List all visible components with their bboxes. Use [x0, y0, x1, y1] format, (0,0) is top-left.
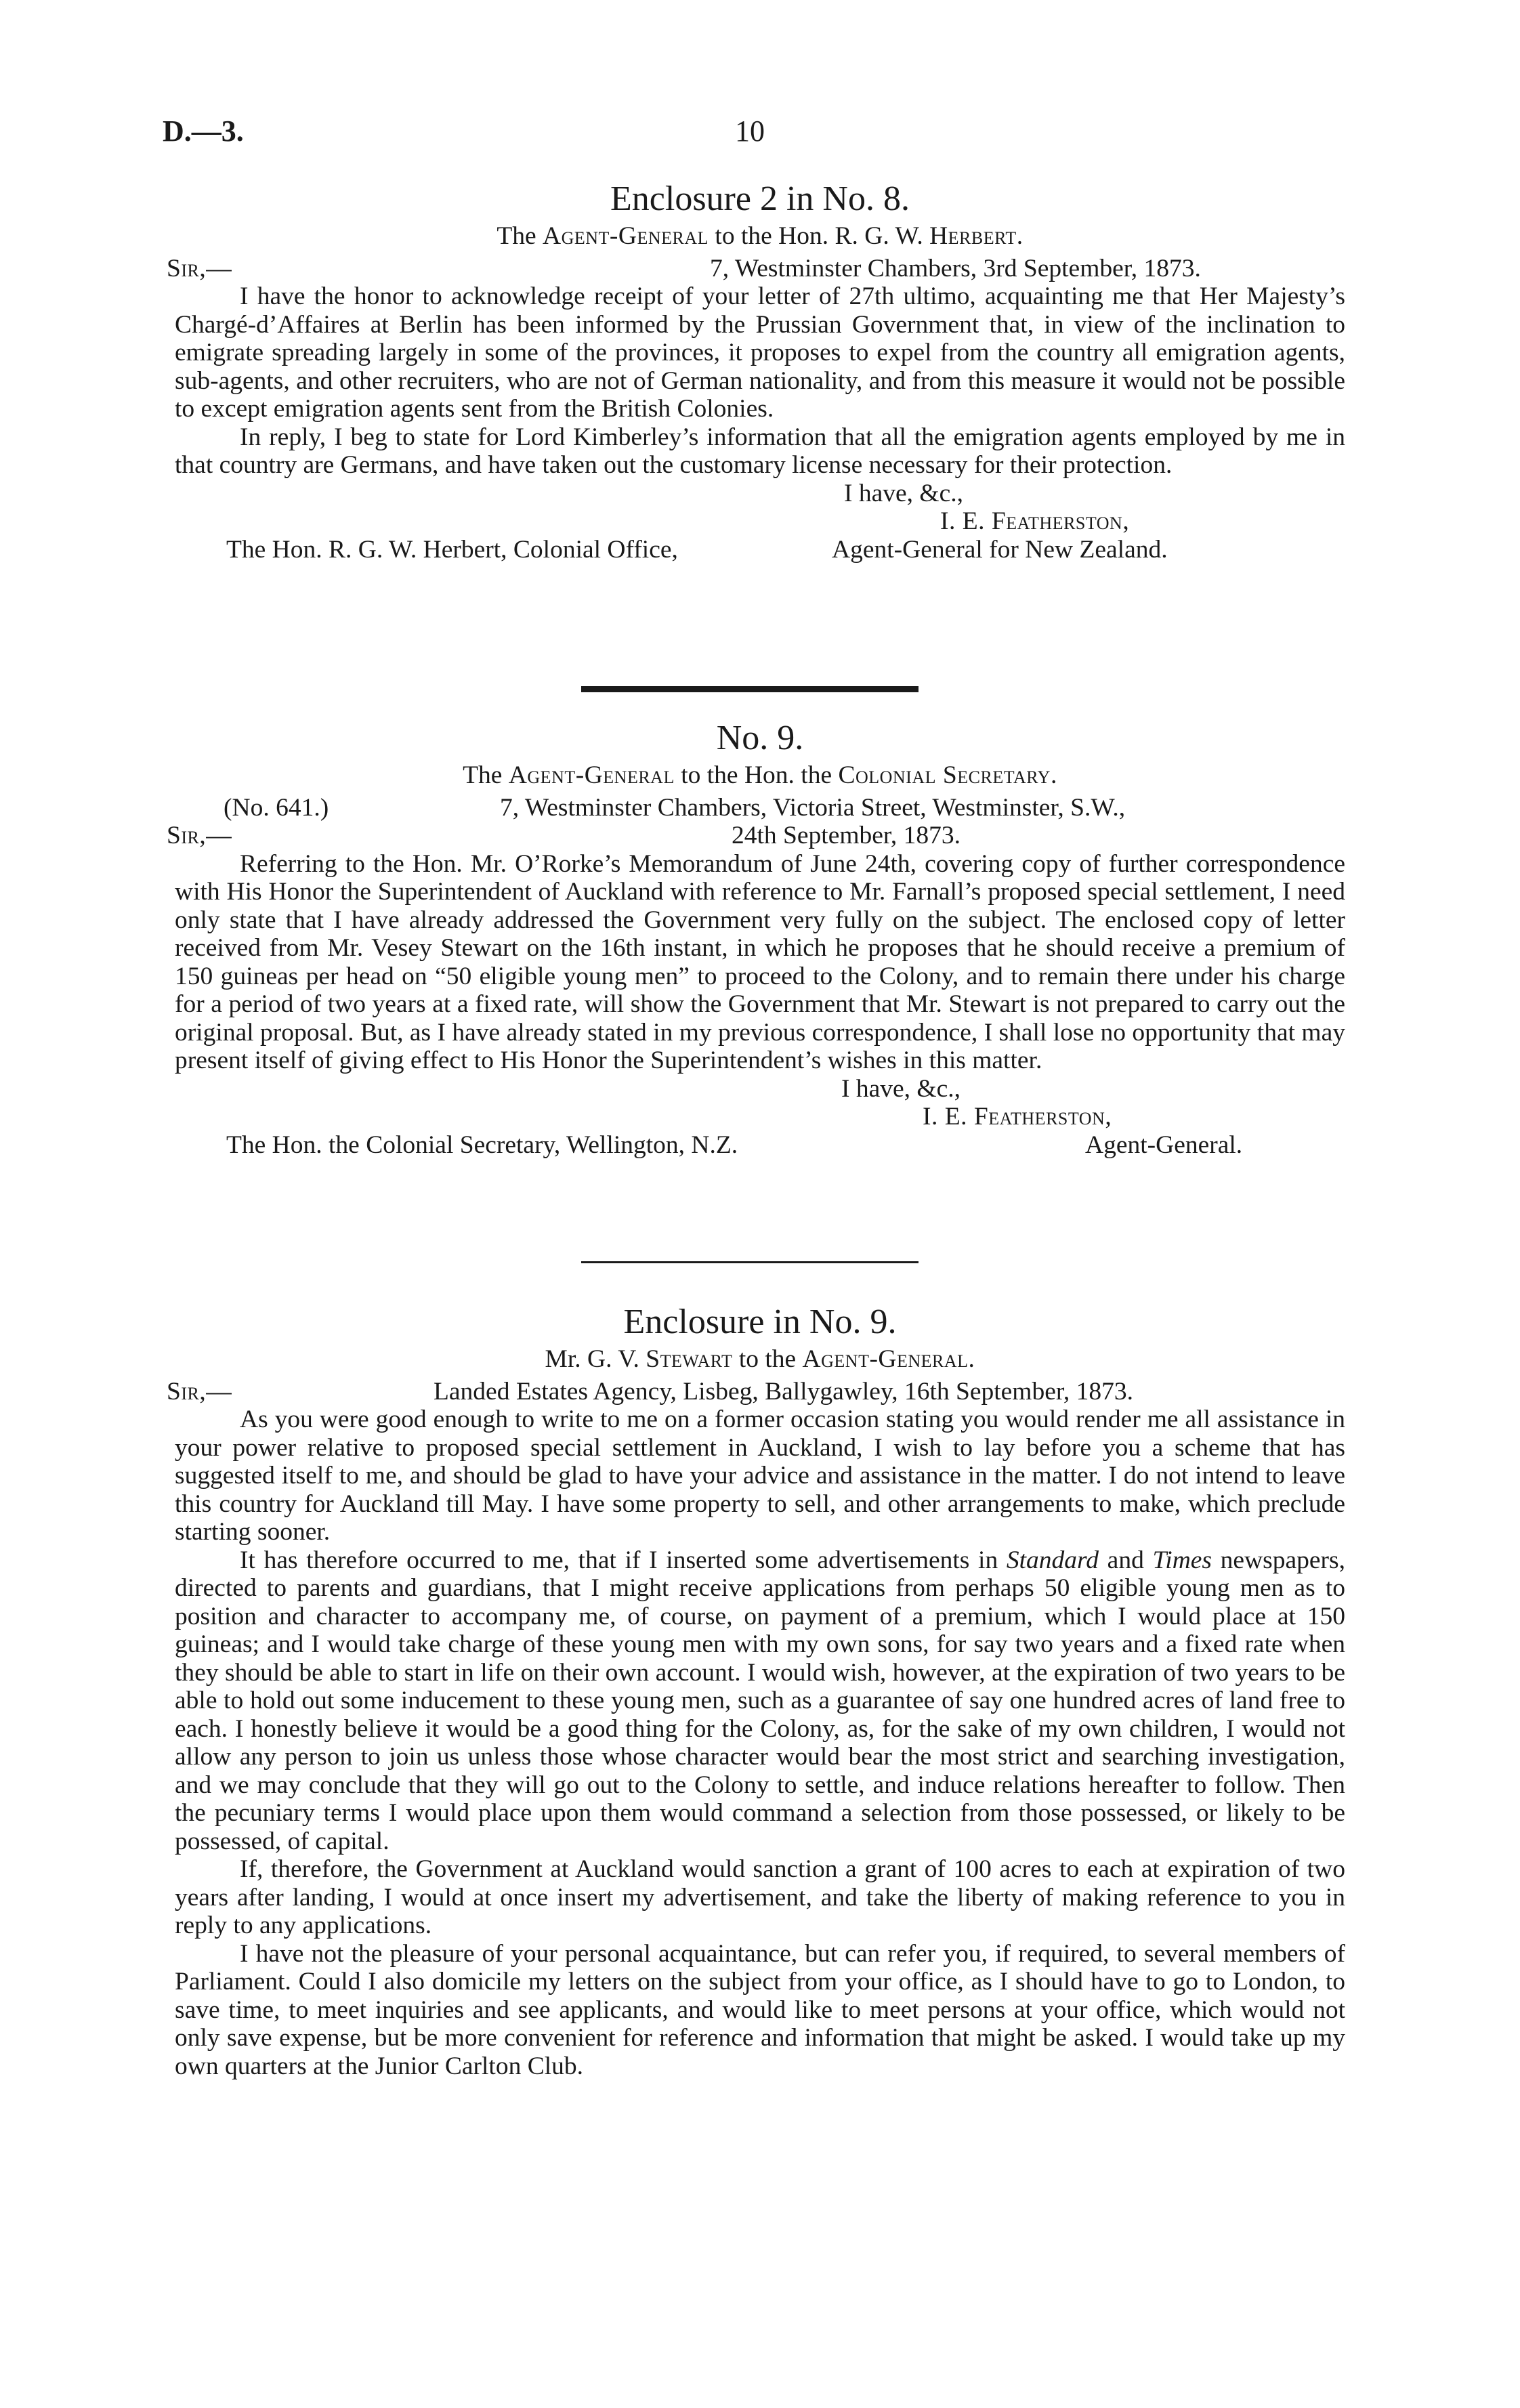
letter-paragraph	[175, 1546, 1345, 1856]
closing: I have, &c.,	[841, 1074, 960, 1103]
subtitle-to: Herbert.	[929, 222, 1023, 250]
subtitle-from: Stewart	[646, 1345, 733, 1373]
enclosure-2-subtitle	[175, 222, 1345, 251]
closing: I have, &c.,	[844, 479, 963, 507]
document-reference: D.—3.	[163, 114, 244, 148]
subtitle-to: Colonial Secretary.	[838, 761, 1057, 789]
subtitle-prefix: The	[497, 222, 543, 250]
signer-title: Agent-General.	[1085, 1131, 1243, 1159]
page-number: 10	[735, 114, 765, 148]
enclosure-2-section	[167, 179, 1345, 564]
closing-row	[175, 480, 1345, 508]
letter-paragraph: I have not the pleasure of your personal acquaintance, but can refer you, if required, to several members of Parliament. Could I also domicile my letters on the subject from your office, as I should have to go to London, to save time, to meet inquiries and see applicants, and would like to meet persons at your office, which would not only save expense, but be more convenient for reference and information that might be asked. I would take up my own quarters at the Junior Carlton Club.	[175, 1939, 1345, 2080]
enclosure-2-title: Enclosure 2 in No. 8.	[610, 179, 910, 218]
enclosure-no-9-subtitle	[175, 1345, 1345, 1374]
letter-address: 7, Westminster Chambers, 3rd September, 1873.	[710, 254, 1201, 282]
letter-paragraph: In reply, I beg to state for Lord Kimberley’s information that all the emigration agents employed by me in that country are Germans, and have taken out the customary license necessary for their protection.	[175, 423, 1345, 479]
subtitle-from: Agent-General	[543, 222, 709, 250]
salutation: Sir,—	[167, 254, 232, 282]
letter-paragraph: As you were good enough to write to me on a former occasion stating you would render me all assistance in your power relative to proposed special settlement in Auckland, I wish to lay before you a scheme that has suggested itself to me, and should be glad to have your advice and assistance in the matter. I do not intend to leave this country for Auckland till May. I have some property to sell, and other arrangements to make, which preclude starting sooner.	[175, 1406, 1345, 1546]
salutation: Sir,—	[167, 822, 232, 849]
recipient-row	[175, 536, 1345, 564]
subtitle-to: Agent-General.	[802, 1345, 975, 1373]
signer-row	[175, 507, 1345, 536]
letter-paragraph: I have the honor to acknowledge receipt of your letter of 27th ultimo, acquainting me that Her Majesty’s Chargé-d’Affaires at Berlin has been informed by the Prussian Government that, in view of the inclination to emigrate spreading largely in some of the provinces, it proposes to expel from the country all emigration agents, sub-agents, and other recruiters, who are not of German nationality, and from this measure it would not be possible to except emigration agents sent from the British Colonies.	[175, 282, 1345, 423]
salutation: Sir,—	[167, 1377, 232, 1406]
recipient: The Hon. R. G. W. Herbert, Colonial Office,	[226, 535, 678, 564]
reference-number: (No. 641.)	[224, 793, 329, 822]
recipient-row	[175, 1131, 1345, 1160]
signer-name: I. E. Featherston,	[923, 1103, 1112, 1131]
letter-paragraph: If, therefore, the Government at Auckland would sanction a grant of 100 acres to each at expiration of two years after landing, I would at once insert my advertisement, and take the liberty of making reference to you in reply to any applications.	[175, 1855, 1345, 1939]
subtitle-prefix: Mr. G. V.	[545, 1345, 646, 1373]
closing-row	[175, 1075, 1345, 1103]
subtitle-prefix: The	[463, 761, 509, 789]
signer-row	[175, 1103, 1345, 1131]
newspaper-name: Standard	[1006, 1546, 1099, 1574]
no-9-title: No. 9.	[716, 719, 804, 757]
signer-name: I. E. Featherston,	[940, 507, 1130, 535]
letter-address: Landed Estates Agency, Lisbeg, Ballygawley, 16th September, 1873.	[434, 1377, 1133, 1406]
salutation-date-row	[167, 822, 1345, 850]
paragraph-text: newspapers, directed to parents and guardians, that I might receive applications from perhaps 50 eligible young men as to position and character to accompany me, of course, on payment of a premium, which I would place at 150 guineas; and I would take charge of these young men with my own sons, for say two years and a fixed rate when they should be able to start in life on their own account. I would wish, however, at the expiration of two years to be able to hold out some inducement to these young men, such as a guarantee of say one hundred acres of land free to each. I honestly believe it would be a good thing for the Colony, as, for the sake of my own children, I would not allow any person to join us unless those whose character would bear the most strict and searching investigation, and we may conclude that they will go out to the Colony to settle, and induce relations hereafter to follow. Then the pecuniary terms I would place upon them would command a selection from those possessed, or likely to be possessed, of capital.	[175, 1546, 1345, 1855]
section-divider	[581, 1261, 919, 1263]
signer-title: Agent-General for New Zealand.	[832, 535, 1168, 564]
subtitle-mid: to the Hon. R. G. W.	[709, 222, 930, 250]
enclosure-no-9-section	[167, 1302, 1345, 2080]
paragraph-text: It has therefore occurred to me, that if I inserted some advertisements in	[240, 1546, 1007, 1574]
subtitle-mid: to the	[732, 1345, 803, 1373]
letter-paragraph: Referring to the Hon. Mr. O’Rorke’s Memorandum of June 24th, covering copy of further correspondence with His Honor the Superintendent of Auckland with reference to Mr. Farnall’s proposed special settlement, I need only state that I have already addressed the Government very fully on the subject. The enclosed copy of letter received from Mr. Vesey Stewart on the 16th instant, in which he proposes that he should receive a premium of 150 guineas per head on “50 eligible young men” to proceed to the Colony, and to remain there under his charge for a period of two years at a fixed rate, will show the Government that Mr. Stewart is not prepared to carry out the original proposal. But, as I have already stated in my previous correspondence, I shall lose no opportunity that may present itself of giving effect to His Honor the Superintendent’s wishes in this matter.	[175, 849, 1345, 1074]
recipient: The Hon. the Colonial Secretary, Wellington, N.Z.	[226, 1131, 738, 1159]
subtitle-from: Agent-General	[508, 761, 675, 789]
letter-date: 24th September, 1873.	[732, 822, 961, 849]
enclosure-no-9-title: Enclosure in No. 9.	[623, 1303, 897, 1341]
paragraph-text: and	[1099, 1546, 1153, 1574]
letter-address-line-1: 7, Westminster Chambers, Victoria Street, Westminster, S.W.,	[500, 793, 1126, 822]
section-divider	[581, 686, 919, 692]
subtitle-mid: to the Hon. the	[674, 761, 839, 789]
salutation-address-row	[167, 254, 1345, 283]
newspaper-name: Times	[1152, 1546, 1212, 1574]
ref-address-row	[175, 794, 1345, 822]
no-9-section	[167, 718, 1345, 1159]
no-9-subtitle	[175, 761, 1345, 790]
salutation-address-row	[167, 1377, 1345, 1406]
